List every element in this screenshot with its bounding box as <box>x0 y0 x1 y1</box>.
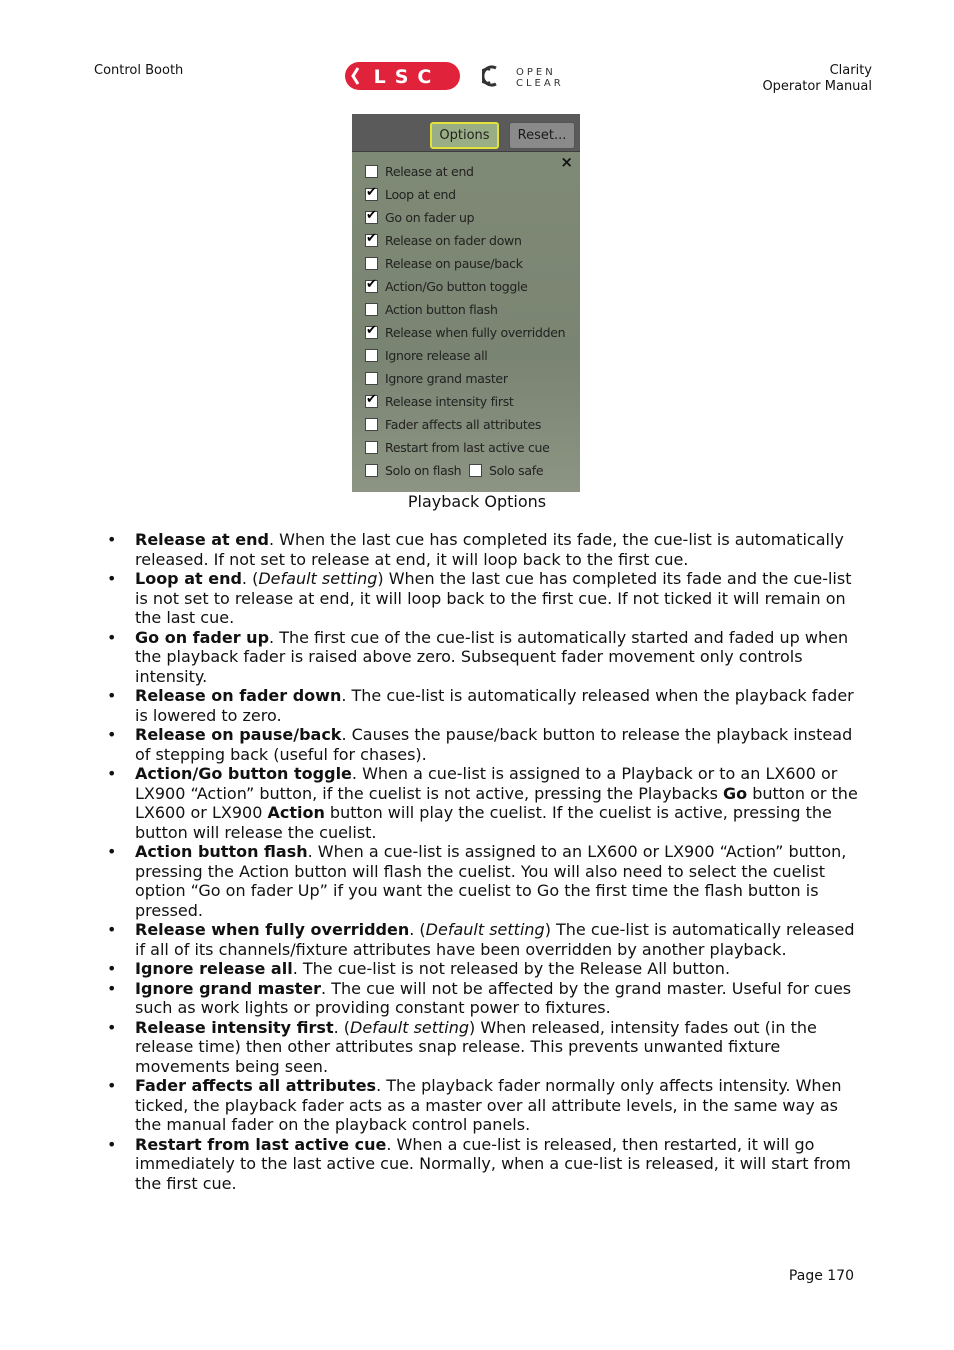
item-title: Release on fader down <box>135 686 342 705</box>
playback-options-panel <box>352 114 580 492</box>
item-title: Action button flash <box>135 842 308 861</box>
item-text: . When the last cue has completed its fade, the cue-list is automatically released. If not set to release at end, it will loop back to the first cue. <box>135 530 844 569</box>
option-label: Release when fully overridden <box>385 324 566 340</box>
option-release-intensity-first[interactable] <box>365 392 514 410</box>
item-title: Loop at end <box>135 569 242 588</box>
option-restart-from-last-active-cue[interactable] <box>365 438 550 456</box>
option-label: Release on fader down <box>385 232 522 248</box>
item-title: Ignore grand master <box>135 978 322 998</box>
option-release-on-pause-back[interactable] <box>365 254 523 272</box>
checkbox[interactable] <box>365 349 378 362</box>
item-text: . Causes the pause/back button to release the playback instead of stepping back (useful for chases). <box>135 725 853 764</box>
bullet: • <box>107 978 117 998</box>
bullet: • <box>107 627 117 647</box>
item-text: . The cue-list is automatically released when the playback fader is lowered to zero. <box>135 686 854 725</box>
list-item <box>107 764 867 842</box>
option-release-at-end[interactable] <box>365 162 474 180</box>
item-text2: button or the LX600 or LX900 <box>135 783 858 822</box>
item-text: ) When released, intensity fades out (in the release time) then other attributes snap release. This prevents unwanted fixture movements being seen. <box>135 1017 817 1076</box>
bullet: • <box>107 569 117 588</box>
item-text: . The first cue of the cue-list is automatically started and faded up when the playback fader is raised above zero. Subsequent fader movement only controls intensity. <box>135 627 849 686</box>
option-label: Release intensity first <box>385 393 514 409</box>
item-title: Release at end <box>135 530 269 549</box>
item-title: Ignore release all <box>135 959 293 978</box>
option-label: Ignore grand master <box>385 370 508 386</box>
figure-caption: Playback Options <box>407 492 547 511</box>
lsc-logo <box>345 62 460 90</box>
list-item <box>107 569 867 628</box>
option-label: Fader affects all attributes <box>385 416 542 432</box>
option-label: Go on fader up <box>385 209 475 225</box>
option-label: Ignore release all <box>385 347 488 363</box>
option-fader-affects-all-attributes[interactable] <box>365 415 541 433</box>
option-go-on-fader-up[interactable] <box>365 208 474 226</box>
option-ignore-release-all[interactable] <box>365 346 487 364</box>
checkbox[interactable] <box>365 188 378 201</box>
checkbox[interactable] <box>365 464 378 477</box>
option-solo-safe[interactable] <box>469 461 543 479</box>
item-title: Go on fader up <box>135 627 270 647</box>
bullet: • <box>107 1134 117 1154</box>
checkbox[interactable] <box>469 464 482 477</box>
item-text1: . When a cue-list is assigned to a Playback or to an LX600 or LX900 “Action” button, if the cuelist is not active, pressing the Playbacks <box>135 764 838 803</box>
bullet: • <box>107 686 117 705</box>
bullet: • <box>107 530 117 549</box>
checkbox[interactable] <box>365 280 378 293</box>
item-text: . The playback fader normally only affects intensity. When ticked, the playback fader acts as a master over all attribute levels, in the same way as the manual fader on the playback control panels. <box>135 1076 842 1134</box>
checkbox[interactable] <box>365 441 378 454</box>
list-item <box>107 1135 867 1194</box>
list-item <box>107 530 867 569</box>
checkbox[interactable] <box>365 257 378 270</box>
options-list <box>352 152 580 492</box>
item-text: . When a cue-list is assigned to an LX600 or LX900 “Action” button, pressing the Action button will flash the cuelist. You will also need to select the cuelist option “Go on fader Up” if you want the cuelist to Go the first time the flash button is pressed. <box>135 842 847 920</box>
checkbox[interactable] <box>365 372 378 385</box>
option-label: Solo safe <box>489 462 544 478</box>
item-italic: Default setting <box>425 920 545 939</box>
bullet: • <box>107 725 117 744</box>
item-title: Release when fully overridden <box>135 920 410 939</box>
item-text: . When a cue-list is released, then restarted, it will go immediately to the last active cue. Normally, when a cue-list is released, it will start from the first cue. <box>135 1134 851 1193</box>
reset-button[interactable]: Reset... <box>509 122 575 149</box>
header-right <box>762 63 872 95</box>
panel-toolbar <box>352 114 580 152</box>
bullet: • <box>107 764 117 783</box>
list-item <box>107 979 867 1018</box>
option-release-when-fully-overridden[interactable] <box>365 323 565 341</box>
header-product: Clarity <box>829 63 872 78</box>
option-loop-at-end[interactable] <box>365 185 456 203</box>
option-label: Loop at end <box>385 186 456 202</box>
option-label: Action button flash <box>385 301 498 317</box>
list-item <box>107 628 867 687</box>
close-icon[interactable]: × <box>560 153 573 171</box>
open-clear-logo <box>482 64 578 88</box>
checkbox[interactable] <box>365 234 378 247</box>
checkbox[interactable] <box>365 303 378 316</box>
bullet: • <box>107 959 117 978</box>
item-title: Restart from last active cue <box>135 1134 387 1154</box>
header-manual: Operator Manual <box>762 79 872 94</box>
option-release-on-fader-down[interactable] <box>365 231 522 249</box>
list-item <box>107 725 867 764</box>
checkbox[interactable] <box>365 326 378 339</box>
item-italic: Default setting <box>258 569 378 588</box>
item-pre: . ( <box>241 569 259 588</box>
list-item <box>107 1076 867 1135</box>
option-solo-on-flash[interactable] <box>365 461 461 479</box>
item-italic: Default setting <box>350 1017 470 1037</box>
option-action-go-button-toggle[interactable] <box>365 277 528 295</box>
option-descriptions <box>107 530 867 1193</box>
option-label: Solo on flash <box>385 462 462 478</box>
item-title: Action/Go button toggle <box>135 764 352 783</box>
svg-text:LSC: LSC <box>373 66 441 88</box>
item-text: . The cue-list is not released by the Release All button. <box>292 959 731 978</box>
item-text: ) When the last cue has completed its fade and the cue-list is not set to release at end, it will loop back to the first cue. If not ticked it will remain on the last cue. <box>135 569 852 627</box>
item-text: ) The cue-list is automatically released if all of its channels/fixture attributes have been overridden by another playback. <box>135 920 855 959</box>
item-bold1: Go <box>723 783 748 803</box>
item-bold2: Action <box>267 803 325 822</box>
option-ignore-grand-master[interactable] <box>365 369 508 387</box>
option-label: Restart from last active cue <box>385 439 550 455</box>
option-label: Release on pause/back <box>385 255 523 271</box>
checkbox[interactable] <box>365 165 378 178</box>
item-pre: . ( <box>409 920 426 939</box>
item-title: Fader affects all attributes <box>135 1076 377 1095</box>
bullet: • <box>107 1076 117 1095</box>
option-label: Action/Go button toggle <box>385 278 528 294</box>
bullet: • <box>107 920 117 939</box>
list-item <box>107 1018 867 1077</box>
checkbox[interactable] <box>365 211 378 224</box>
item-title: Release on pause/back <box>135 725 342 744</box>
svg-text:CLEAR: CLEAR <box>516 78 564 88</box>
bullet: • <box>107 842 117 861</box>
svg-text:OPEN: OPEN <box>516 67 556 78</box>
header-left: Control Booth <box>94 63 184 78</box>
checkbox[interactable] <box>365 395 378 408</box>
item-title: Release intensity first <box>135 1017 334 1037</box>
page-number: Page 170 <box>788 1268 854 1284</box>
item-text3: button will play the cuelist. If the cuelist is active, pressing the button will release the cuelist. <box>135 803 832 842</box>
option-label: Release at end <box>385 163 474 179</box>
checkbox[interactable] <box>365 418 378 431</box>
bullet: • <box>107 1017 117 1037</box>
item-pre: . ( <box>333 1017 351 1037</box>
options-button[interactable]: Options <box>430 122 499 149</box>
list-item <box>107 959 867 979</box>
list-item <box>107 842 867 920</box>
item-text: . The cue will not be affected by the grand master. Useful for cues such as work lights or providing constant power to fixtures. <box>135 978 852 1017</box>
option-action-button-flash[interactable] <box>365 300 498 318</box>
list-item <box>107 686 867 725</box>
list-item <box>107 920 867 959</box>
